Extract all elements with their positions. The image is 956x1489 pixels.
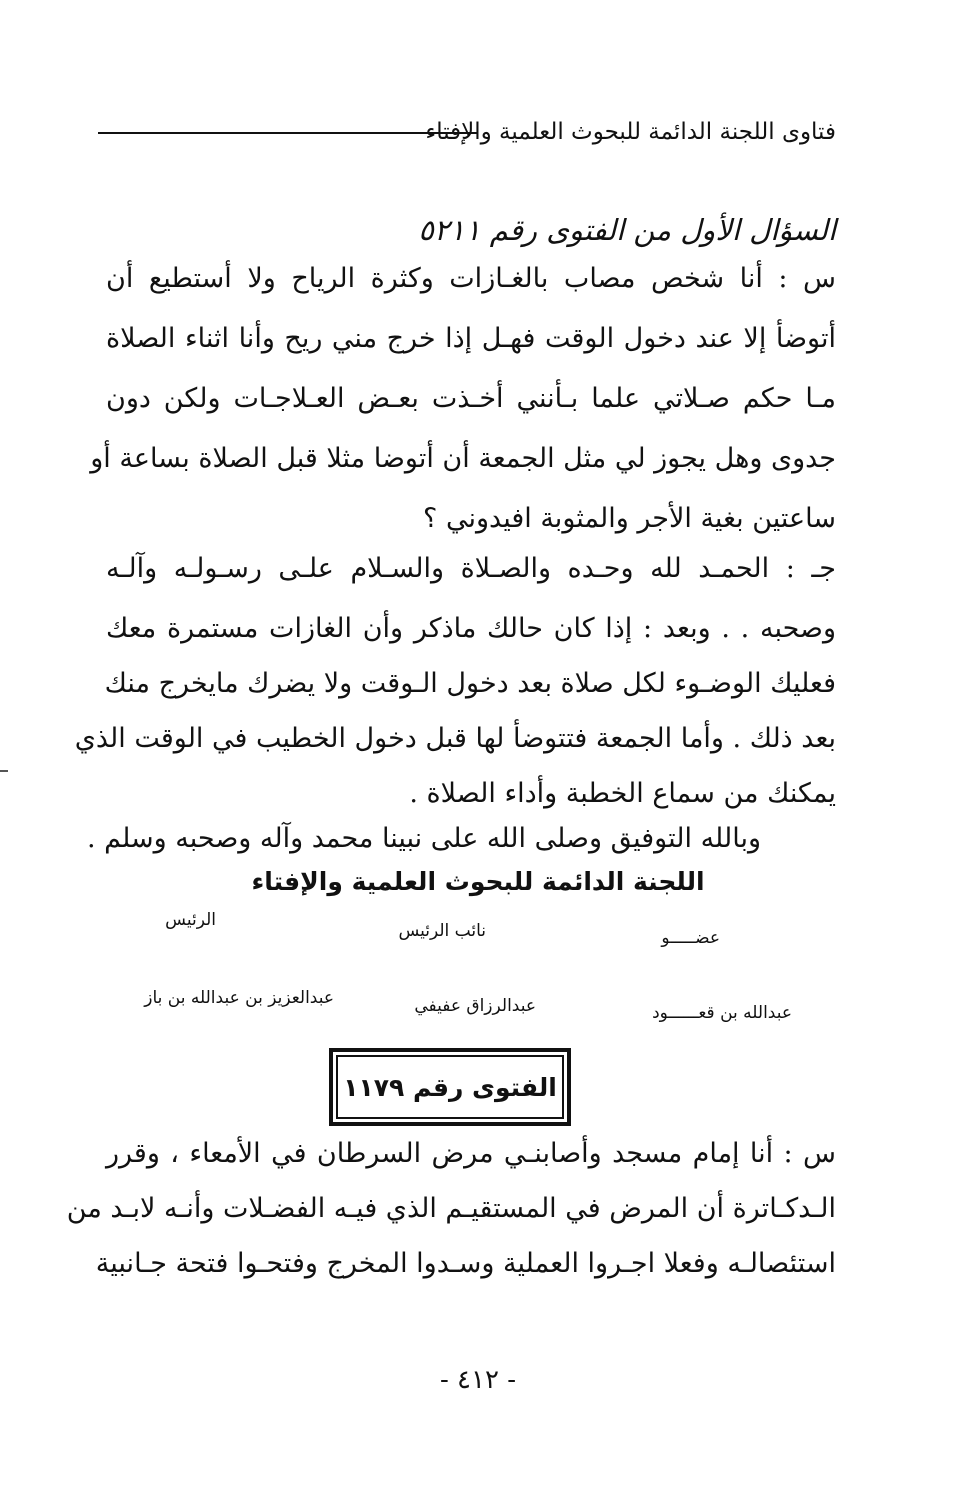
role-vice-president: نائب الرئيس	[398, 921, 486, 941]
margin-mark	[0, 770, 8, 772]
answer-line: بعد ذلك . وأما الجمعة فتتوضأ لها قبل دخول الخطيب في الوقت الذي	[74, 723, 836, 754]
answer-line: يمكنك من سماع الخطبة وأداء الصلاة .	[409, 778, 836, 809]
fatwa-number-box	[329, 1048, 571, 1126]
name-vice-president: عبدالرزاق عفيفي	[414, 996, 536, 1016]
name-president: عبدالعزيز بن عبدالله بن باز	[144, 988, 334, 1008]
question-line: س : أنا شخص مصاب بالغـازات وكثرة الرياح ولا أستطيع أن	[106, 263, 836, 294]
role-member: عضـــــو	[661, 928, 720, 948]
fatwa-number-title: الفتوى رقم ١١٧٩	[336, 1055, 564, 1119]
question-line: ساعتين بغية الأجر والمثوبة افيدوني ؟	[423, 503, 836, 534]
question-line: الـدكـاترة أن المرض في المستقيـم الذي فيـه الفضـلات وأنـه لابـد من	[66, 1193, 836, 1224]
role-president: الرئيس	[165, 910, 216, 930]
question-line: مـا حكم صـلاتي علما بـأنني أخـذت بعـض العـلاجـات ولكن دون	[106, 383, 836, 414]
first-fatwa-title: السؤال الأول من الفتوى رقم ٥٢١١	[418, 213, 836, 247]
header-title: فتاوى اللجنة الدائمة للبحوث العلمية والإفتاء	[425, 119, 836, 145]
question-line: أتوضأ إلا عند دخول الوقت فهـل إذا خرج مني ريح وأنا اثناء الصلاة	[106, 323, 836, 354]
answer-line: فعليك الوضـوء لكل صلاة بعد دخول الـوقت ولا يضرك مايخرج منك	[104, 668, 836, 699]
answer-line: جـ : الحمـد لله وحـده والصـلاة والسـلام علـى رسـولـه وآلـه	[106, 553, 836, 584]
name-member: عبدالله بن قعــــــود	[652, 1003, 792, 1023]
question-line: س : أنا إمام مسجد وأصابنـي مرض السرطان في الأمعاء ، وقرر	[106, 1138, 836, 1169]
header-rule	[98, 132, 478, 134]
running-header	[98, 112, 836, 152]
answer-line: وصحبه . . وبعد : إذا كان حالك ماذكر وأن الغازات مستمرة معك	[106, 613, 836, 644]
page-number: - ٤١٢ -	[439, 1365, 517, 1395]
closing-line: وبالله التوفيق وصلى الله على نبينا محمد وآله وصحبه وسلم .	[86, 823, 761, 854]
question-line: جدوى وهل يجوز لي مثل الجمعة أن أتوضا مثلا قبل الصلاة بساعة أو	[90, 443, 836, 474]
committee-name: اللجنة الدائمة للبحوث العلمية والإفتاء	[251, 867, 705, 896]
question-line: استئصالـه وفعلا اجـروا العملية وسـدوا المخرج وفتحـوا فتحة جـانبية	[95, 1248, 836, 1279]
